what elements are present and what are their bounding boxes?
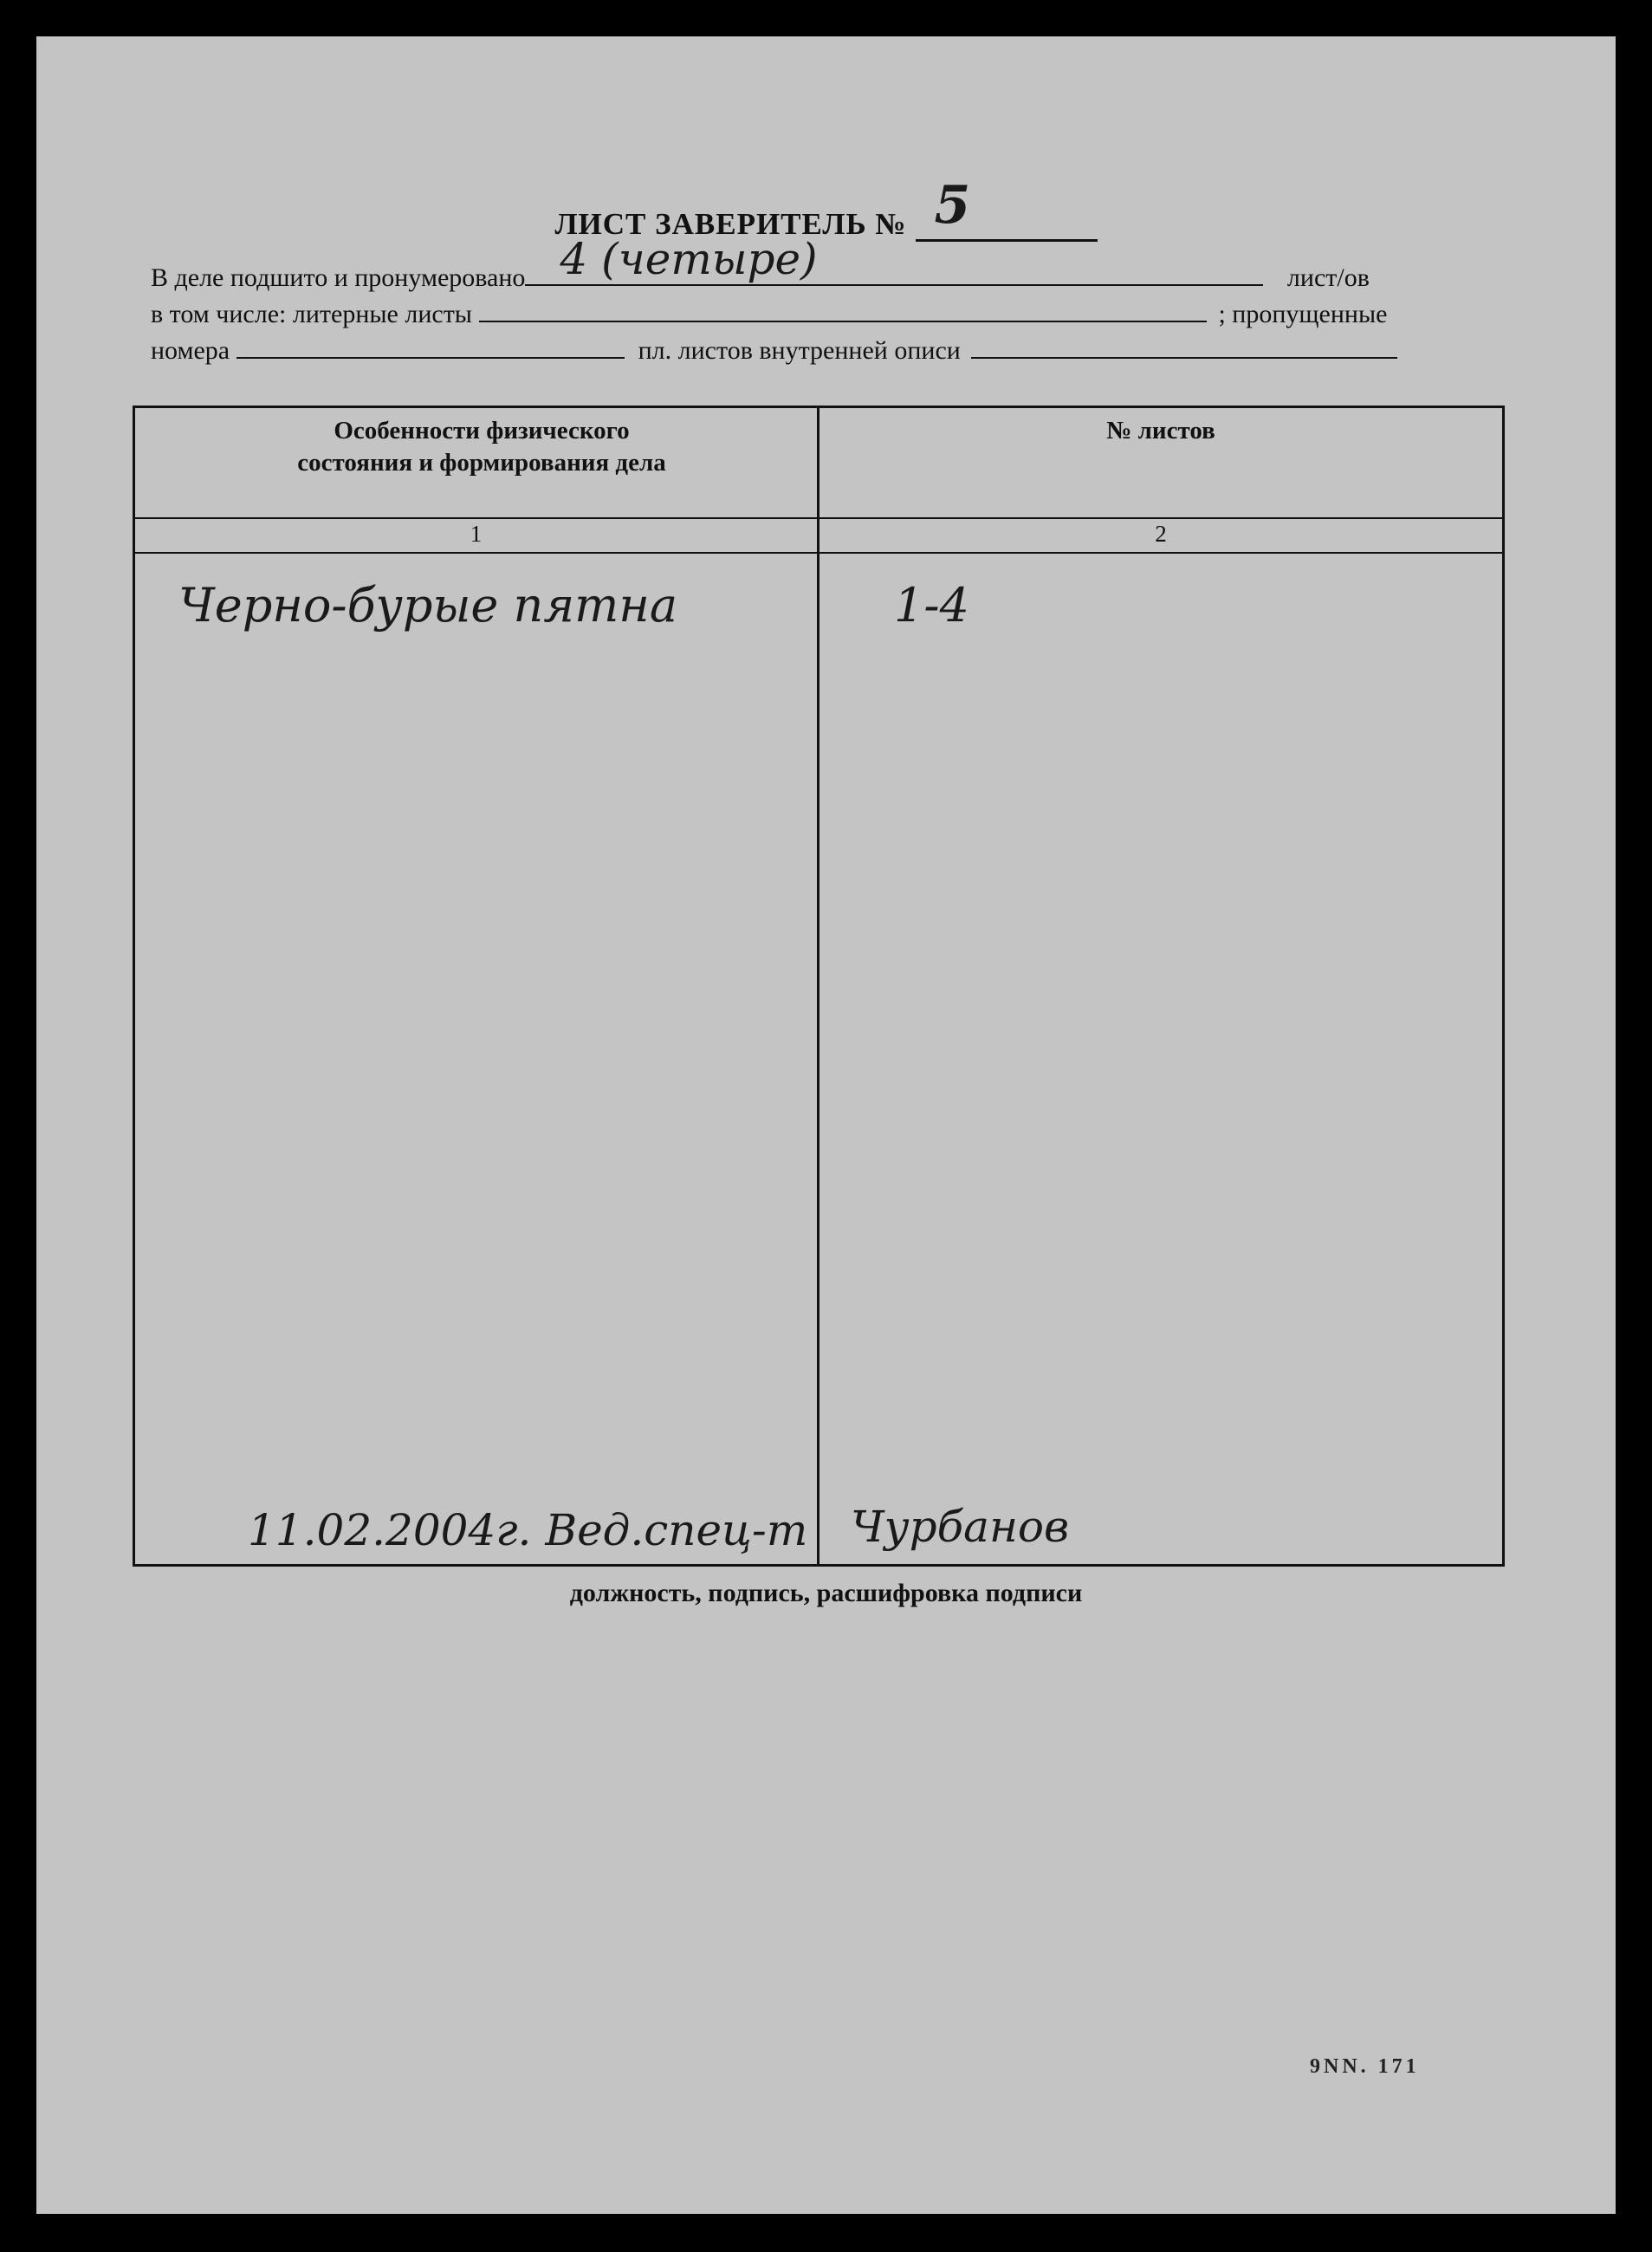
line1-prefix: В деле подшито и пронумеровано [151,263,526,292]
form-line-1 [151,234,1370,293]
signature-caption: должность, подпись, расшифровка подписи [569,1579,1083,1607]
document-sheet [36,36,1616,2214]
condition-table [133,406,1505,1567]
column-header-sheets: № листов [1106,417,1215,445]
date-and-position: 11.02.2004г. Вед.спец-т [248,1505,808,1555]
form-line-2 [151,296,1387,329]
row-condition-text: Черно-бурые пятна [178,578,678,633]
title-number-field [916,175,1098,242]
line2-suffix: ; пропущенные [1218,300,1388,328]
line3-field-a [236,333,625,359]
title-label: ЛИСТ ЗАВЕРИТЕЛЬ № [554,207,907,241]
line1-value: 4 (четыре) [560,234,818,284]
page-title [36,175,1616,242]
title-number: 5 [934,175,972,236]
line2-prefix: в том числе: литерные листы [151,300,472,328]
line2-field [479,296,1207,322]
row-sheets-range: 1-4 [894,578,969,633]
column-header-condition: Особенности физического состояния и формирования дела [297,417,666,477]
column-number-2: 2 [1155,521,1167,547]
header-divider [135,517,1502,519]
form-line-3 [151,333,1397,366]
line3-middle: пл. листов внутренней описи [638,336,961,365]
line3-field-b [971,333,1397,359]
line1-suffix: лист/ов [1286,263,1370,292]
line1-field [525,234,1263,286]
number-row-divider [135,552,1502,554]
column-divider [817,408,820,1564]
line3-prefix: номера [151,336,230,365]
column-number-1: 1 [470,521,483,547]
signature: Чурбанов [851,1502,1070,1552]
corner-mark: 9NN. 171 [1310,2055,1420,2078]
